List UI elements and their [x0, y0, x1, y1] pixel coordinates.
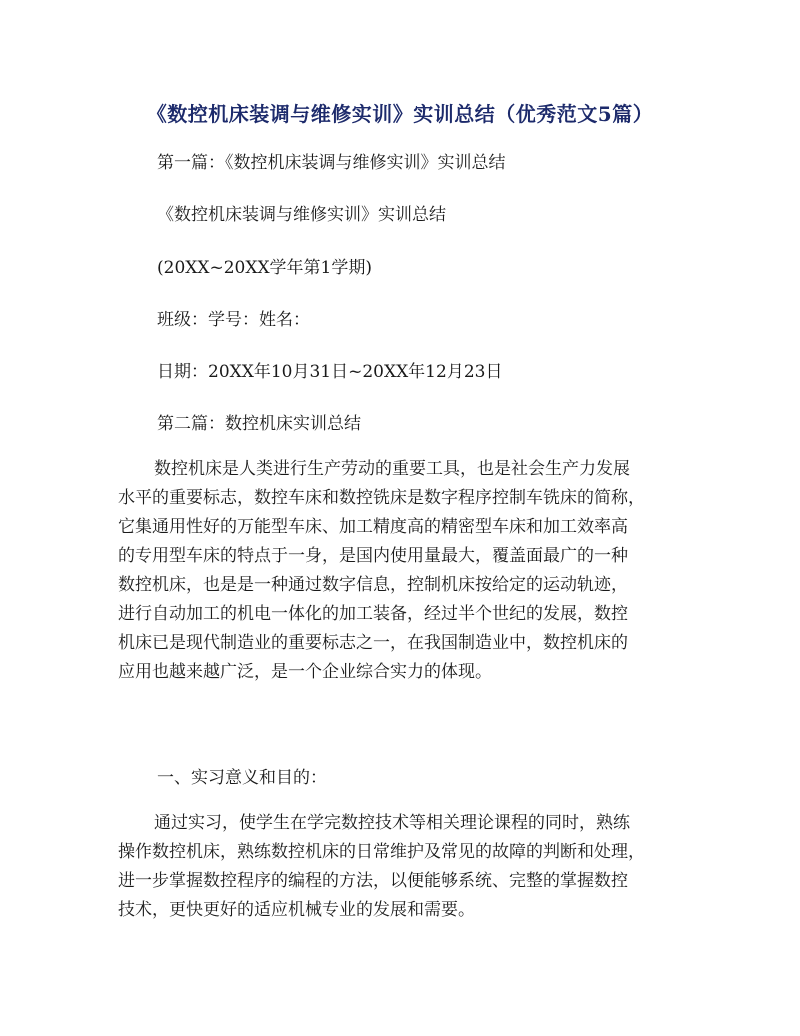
paragraph-line: 的专用型车床的特点于一身，是国内使用量最大，覆盖面最广的一种 [118, 546, 628, 566]
date-line: 日期：20XX年10月31日~20XX年12月23日 [157, 362, 503, 382]
paragraph-line: 机床已是现代制造业的重要标志之一，在我国制造业中，数控机床的 [118, 633, 628, 653]
heading-part-one: 第一篇：《数控机床装调与维修实训》实训总结 [157, 153, 506, 173]
body-paragraph-2 [118, 809, 688, 925]
paragraph-line: 它集通用性好的万能型车床、加工精度高的精密型车床和加工效率高 [118, 517, 628, 537]
section-heading: 一、实习意义和目的： [157, 768, 327, 788]
paragraph-line: 应用也越来越广泛，是一个企业综合实力的体现。 [118, 662, 492, 682]
document-title: 《数控机床装调与维修实训》实训总结（优秀范文5篇） [146, 102, 654, 126]
paragraph-line: 技术，更快更好的适应机械专业的发展和需要。 [118, 900, 475, 920]
heading-part-two: 第二篇：数控机床实训总结 [157, 414, 361, 434]
semester-line: (20XX~20XX学年第1学期) [157, 258, 372, 278]
student-info-line: 班级：学号：姓名： [157, 310, 310, 330]
paragraph-line: 操作数控机床，熟练数控机床的日常维护及常见的故障的判断和处理， [118, 842, 645, 862]
paragraph-line: 通过实习，使学生在学完数控技术等相关理论课程的同时，熟练 [154, 813, 630, 833]
paragraph-line: 进一步掌握数控程序的编程的方法，以便能够系统、完整的掌握数控 [118, 871, 628, 891]
paragraph-line: 进行自动加工的机电一体化的加工装备，经过半个世纪的发展，数控 [118, 604, 628, 624]
paragraph-line: 水平的重要标志，数控车床和数控铣床是数字程序控制车铣床的简称， [118, 488, 645, 508]
subtitle-line: 《数控机床装调与维修实训》实训总结 [157, 205, 446, 225]
paragraph-line: 数控机床，也是是一种通过数字信息，控制机床按给定的运动轨迹， [118, 575, 628, 595]
body-paragraph-1 [118, 455, 688, 687]
paragraph-line: 数控机床是人类进行生产劳动的重要工具，也是社会生产力发展 [154, 459, 630, 479]
